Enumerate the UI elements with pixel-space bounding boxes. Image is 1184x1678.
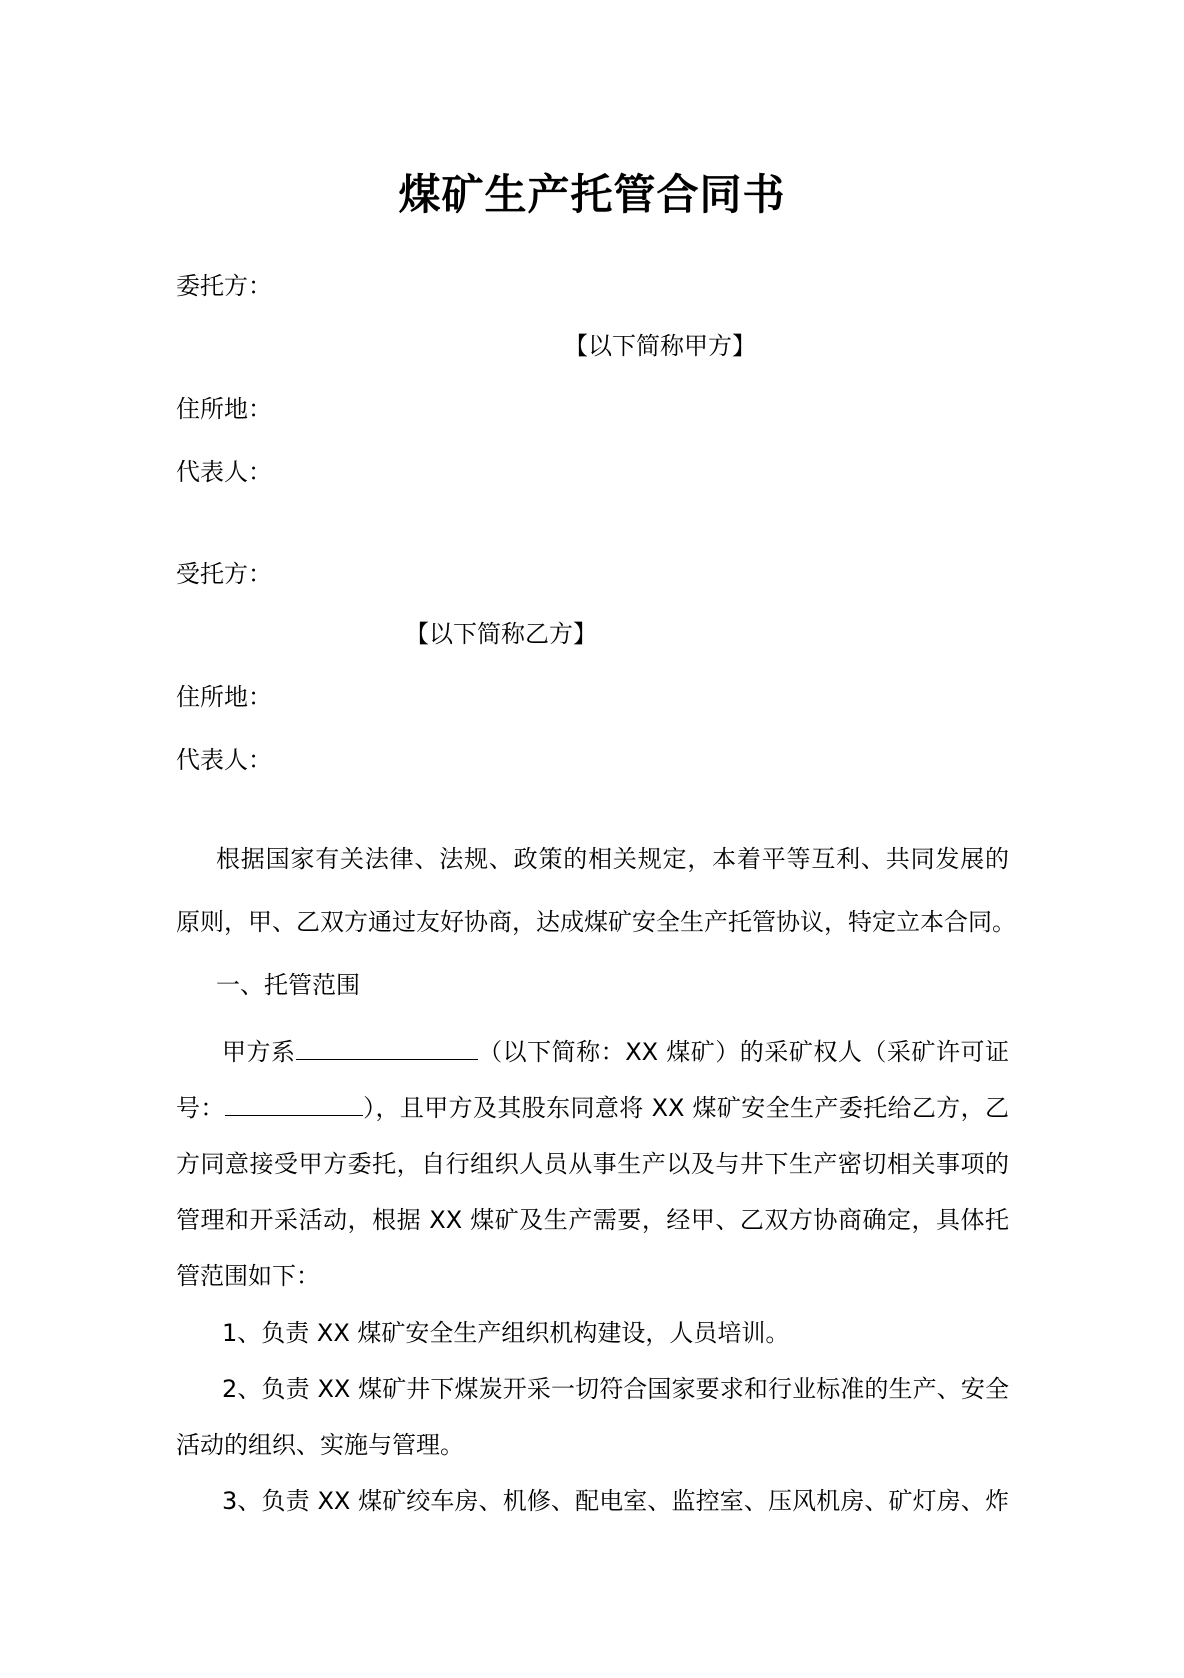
document-title: 煤矿生产托管合同书 [398, 170, 786, 219]
section-1-paragraph-line-1 [222, 1036, 1009, 1068]
section-1-heading: 一、托管范围 [216, 971, 360, 999]
party-a-label: 委托方： [176, 272, 272, 300]
party-b-address-label: 住所地： [176, 683, 272, 711]
section-1-paragraph-line-2 [176, 1092, 1009, 1124]
party-b-label: 受托方： [176, 560, 272, 588]
mine-name-blank [296, 1037, 478, 1060]
party-a-address-label: 住所地： [176, 395, 272, 423]
party-a-representative-label: 代表人： [176, 458, 272, 486]
paragraph-text: 甲方系 [222, 1038, 296, 1066]
scope-item-1: 1、负责 XX 煤矿安全生产组织机构建设，人员培训。 [222, 1319, 790, 1347]
scope-item-2-line-2: 活动的组织、实施与管理。 [176, 1431, 464, 1459]
paragraph-text: （以下简称：XX 煤矿）的采矿权人（采矿许可证 [477, 1038, 1009, 1066]
party-a-alias: 【以下简称甲方】 [564, 332, 756, 360]
preamble-line-1: 根据国家有关法律、法规、政策的相关规定，本着平等互利、共同发展的 [216, 845, 1009, 873]
section-1-paragraph-line-4: 管理和开采活动，根据 XX 煤矿及生产需要，经甲、乙双方协商确定，具体托 [176, 1206, 1009, 1234]
paragraph-text: 号： [176, 1094, 225, 1122]
paragraph-text: ），且甲方及其股东同意将 XX 煤矿安全生产委托给乙方，乙 [362, 1094, 1009, 1122]
preamble-line-2: 原则，甲、乙双方通过友好协商，达成煤矿安全生产托管协议，特定立本合同。 [176, 908, 1016, 936]
party-b-alias: 【以下简称乙方】 [405, 620, 597, 648]
section-1-paragraph-line-5: 管范围如下： [176, 1262, 320, 1290]
section-1-paragraph-line-3: 方同意接受甲方委托，自行组织人员从事生产以及与井下生产密切相关事项的 [176, 1150, 1009, 1178]
scope-item-3-line-1: 3、负责 XX 煤矿绞车房、机修、配电室、监控室、压风机房、矿灯房、炸 [222, 1487, 1009, 1515]
license-number-blank [225, 1093, 363, 1116]
party-b-representative-label: 代表人： [176, 746, 272, 774]
scope-item-2-line-1: 2、负责 XX 煤矿井下煤炭开采一切符合国家要求和行业标准的生产、安全 [222, 1375, 1009, 1403]
